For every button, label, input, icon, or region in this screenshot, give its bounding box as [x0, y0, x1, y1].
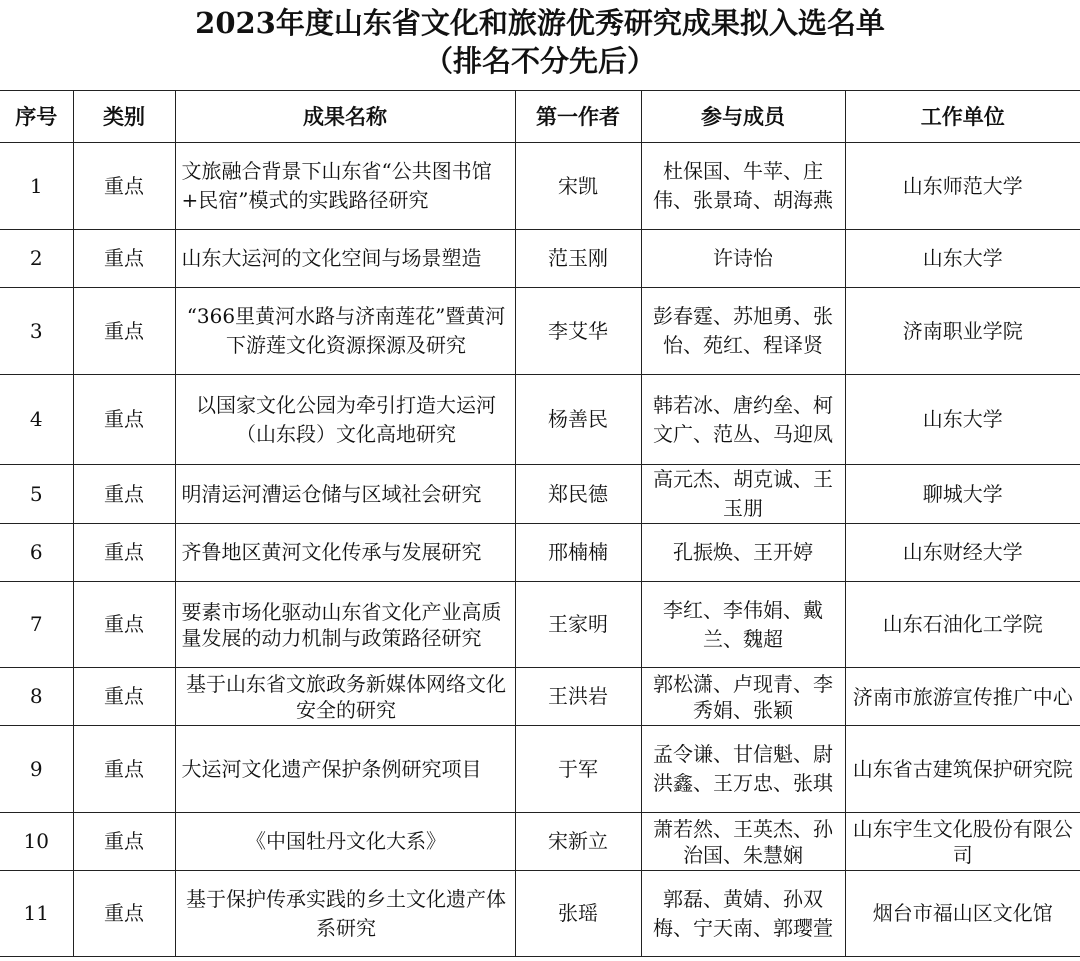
cell-category: 重点 [73, 288, 175, 375]
cell-name: 要素市场化驱动山东省文化产业高质量发展的动力机制与政策路径研究 [175, 582, 515, 668]
cell-unit: 聊城大学 [845, 465, 1080, 524]
cell-category: 重点 [73, 813, 175, 871]
cell-name: 山东大运河的文化空间与场景塑造 [175, 230, 515, 288]
cell-author: 李艾华 [515, 288, 641, 375]
table-row [0, 375, 1080, 465]
cell-name: 《中国牡丹文化大系》 [175, 813, 515, 871]
cell-members: 萧若然、王英杰、孙治国、朱慧娴 [641, 813, 845, 871]
cell-name: 基于保护传承实践的乡土文化遗产体系研究 [175, 871, 515, 957]
cell-name: 齐鲁地区黄河文化传承与发展研究 [175, 524, 515, 582]
cell-no: 2 [0, 230, 73, 288]
cell-name: 基于山东省文旅政务新媒体网络文化安全的研究 [175, 668, 515, 726]
cell-members: 许诗怡 [641, 230, 845, 288]
cell-unit: 烟台市福山区文化馆 [845, 871, 1080, 957]
cell-author: 王洪岩 [515, 668, 641, 726]
cell-author: 杨善民 [515, 375, 641, 465]
cell-members: 郭松潇、卢现青、李秀娟、张颖 [641, 668, 845, 726]
cell-unit: 山东大学 [845, 375, 1080, 465]
cell-name: 明清运河漕运仓储与区域社会研究 [175, 465, 515, 524]
results-table [0, 90, 1080, 957]
table-row [0, 143, 1080, 230]
cell-author: 宋新立 [515, 813, 641, 871]
cell-unit: 山东师范大学 [845, 143, 1080, 230]
document-title: 2023年度山东省文化和旅游优秀研究成果拟入选名单 [195, 6, 885, 40]
cell-category: 重点 [73, 143, 175, 230]
cell-unit: 山东宇生文化股份有限公司 [845, 813, 1080, 871]
cell-unit: 济南市旅游宣传推广中心 [845, 668, 1080, 726]
column-header-no: 序号 [0, 91, 73, 143]
cell-author: 宋凯 [515, 143, 641, 230]
cell-unit: 山东财经大学 [845, 524, 1080, 582]
cell-name: “366里黄河水路与济南莲花”暨黄河下游莲文化资源探源及研究 [175, 288, 515, 375]
cell-unit: 济南职业学院 [845, 288, 1080, 375]
cell-category: 重点 [73, 726, 175, 813]
table-row [0, 726, 1080, 813]
cell-name: 文旅融合背景下山东省“公共图书馆+民宿”模式的实践路径研究 [175, 143, 515, 230]
cell-members: 郭磊、黄婧、孙双梅、宁天南、郭璎萱 [641, 871, 845, 957]
column-header-name: 成果名称 [175, 91, 515, 143]
document-header [0, 0, 1080, 90]
cell-name: 大运河文化遗产保护条例研究项目 [175, 726, 515, 813]
cell-no: 5 [0, 465, 73, 524]
table-row [0, 288, 1080, 375]
cell-author: 邢楠楠 [515, 524, 641, 582]
cell-author: 于军 [515, 726, 641, 813]
cell-category: 重点 [73, 524, 175, 582]
cell-no: 1 [0, 143, 73, 230]
cell-members: 孟令谦、甘信魁、尉洪鑫、王万忠、张琪 [641, 726, 845, 813]
cell-no: 10 [0, 813, 73, 871]
cell-no: 7 [0, 582, 73, 668]
cell-members: 李红、李伟娟、戴兰、魏超 [641, 582, 845, 668]
cell-no: 6 [0, 524, 73, 582]
table-header-row [0, 91, 1080, 143]
column-header-author: 第一作者 [515, 91, 641, 143]
cell-no: 11 [0, 871, 73, 957]
column-header-category: 类别 [73, 91, 175, 143]
cell-category: 重点 [73, 668, 175, 726]
cell-members: 高元杰、胡克诚、王玉朋 [641, 465, 845, 524]
cell-category: 重点 [73, 375, 175, 465]
cell-category: 重点 [73, 230, 175, 288]
table-row [0, 813, 1080, 871]
table-row [0, 871, 1080, 957]
cell-no: 3 [0, 288, 73, 375]
cell-category: 重点 [73, 582, 175, 668]
cell-no: 4 [0, 375, 73, 465]
table-row [0, 668, 1080, 726]
cell-author: 王家明 [515, 582, 641, 668]
cell-members: 孔振焕、王开婷 [641, 524, 845, 582]
table-row [0, 230, 1080, 288]
cell-unit: 山东大学 [845, 230, 1080, 288]
cell-unit: 山东省古建筑保护研究院 [845, 726, 1080, 813]
table-row [0, 582, 1080, 668]
document-subtitle: （排名不分先后） [423, 44, 656, 78]
table-row [0, 465, 1080, 524]
cell-no: 9 [0, 726, 73, 813]
cell-category: 重点 [73, 465, 175, 524]
column-header-members: 参与成员 [641, 91, 845, 143]
cell-category: 重点 [73, 871, 175, 957]
cell-author: 郑民德 [515, 465, 641, 524]
cell-no: 8 [0, 668, 73, 726]
cell-members: 韩若冰、唐约垒、柯文广、范丛、马迎凤 [641, 375, 845, 465]
table-row [0, 524, 1080, 582]
cell-unit: 山东石油化工学院 [845, 582, 1080, 668]
cell-author: 范玉刚 [515, 230, 641, 288]
cell-author: 张瑶 [515, 871, 641, 957]
cell-members: 彭春霆、苏旭勇、张怡、苑红、程译贤 [641, 288, 845, 375]
cell-members: 杜保国、牛苹、庄伟、张景琦、胡海燕 [641, 143, 845, 230]
column-header-unit: 工作单位 [845, 91, 1080, 143]
cell-name: 以国家文化公园为牵引打造大运河（山东段）文化高地研究 [175, 375, 515, 465]
